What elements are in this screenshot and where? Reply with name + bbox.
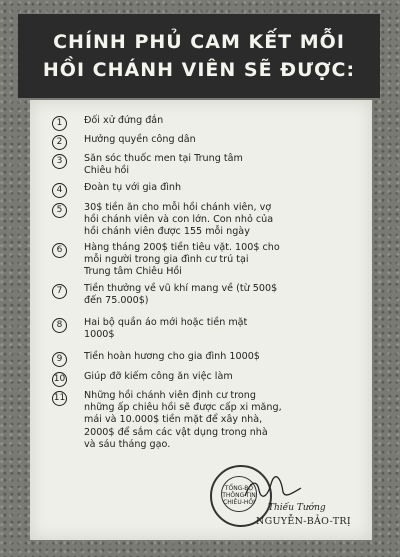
item-number: 9: [52, 352, 67, 367]
benefits-panel: [30, 100, 372, 540]
item-number: 2: [52, 135, 67, 150]
item-text: Hai bộ quần áo mới hoặc tiền mặt 1000$: [84, 317, 248, 341]
header-line-2: HỒI CHÁNH VIÊN SẼ ĐƯỢC:: [42, 59, 356, 81]
item-number: 10: [52, 372, 67, 387]
poster-header: [18, 14, 380, 98]
item-number: 5: [52, 203, 67, 218]
signature-scribble-icon: [243, 476, 303, 502]
item-number: 11: [52, 391, 67, 406]
item-text: 30$ tiền ăn cho mỗi hồi chánh viên, vợ hồi chánh viên và con lớn. Con nhỏ của hồi chánh viên được 155 mỗi ngày: [84, 202, 274, 238]
header-line-1: CHÍNH PHỦ CAM KẾT MỖI: [53, 31, 345, 53]
item-number: 7: [52, 284, 67, 299]
item-number: 6: [52, 243, 67, 258]
item-number: 4: [52, 183, 67, 198]
signer-rank: Thiếu Tướng: [268, 503, 326, 513]
signer-name: NGUYỄN-BẢO-TRỊ: [256, 516, 351, 527]
seal-text: TỔNG-BỘ THÔNG-TIN CHIÊU-HỒI: [221, 476, 257, 512]
item-text: Hưởng quyền công dân: [84, 134, 196, 145]
item-text: Hàng tháng 200$ tiền tiêu vặt. 100$ cho mỗi người trong gia đình cư trú tại Trung tâm Chiêu Hồi: [84, 242, 280, 278]
item-text: Tiền hoàn hương cho gia đình 1000$: [84, 351, 260, 362]
item-number: 3: [52, 154, 67, 169]
item-text: Săn sóc thuốc men tại Trung tâm Chiêu hồi: [84, 153, 243, 177]
item-text: Tiền thưởng về vũ khí mang về (từ 500$ đến 75.000$): [84, 283, 278, 307]
item-number: 1: [52, 116, 67, 131]
item-text: Những hồi chánh viên định cư trong những ấp chiêu hồi sẽ được cấp xi măng, mái và 10.000$ tiền mặt để xây nhà, 2000$ để sắm các vật dụng trong nhà và sáu tháng gạo.: [84, 390, 282, 450]
item-text: Đoàn tụ với gia đình: [84, 182, 182, 193]
item-text: Đối xử đứng đắn: [84, 115, 164, 126]
item-number: 8: [52, 318, 67, 333]
item-text: Giúp đỡ kiếm công ăn việc làm: [84, 371, 233, 382]
